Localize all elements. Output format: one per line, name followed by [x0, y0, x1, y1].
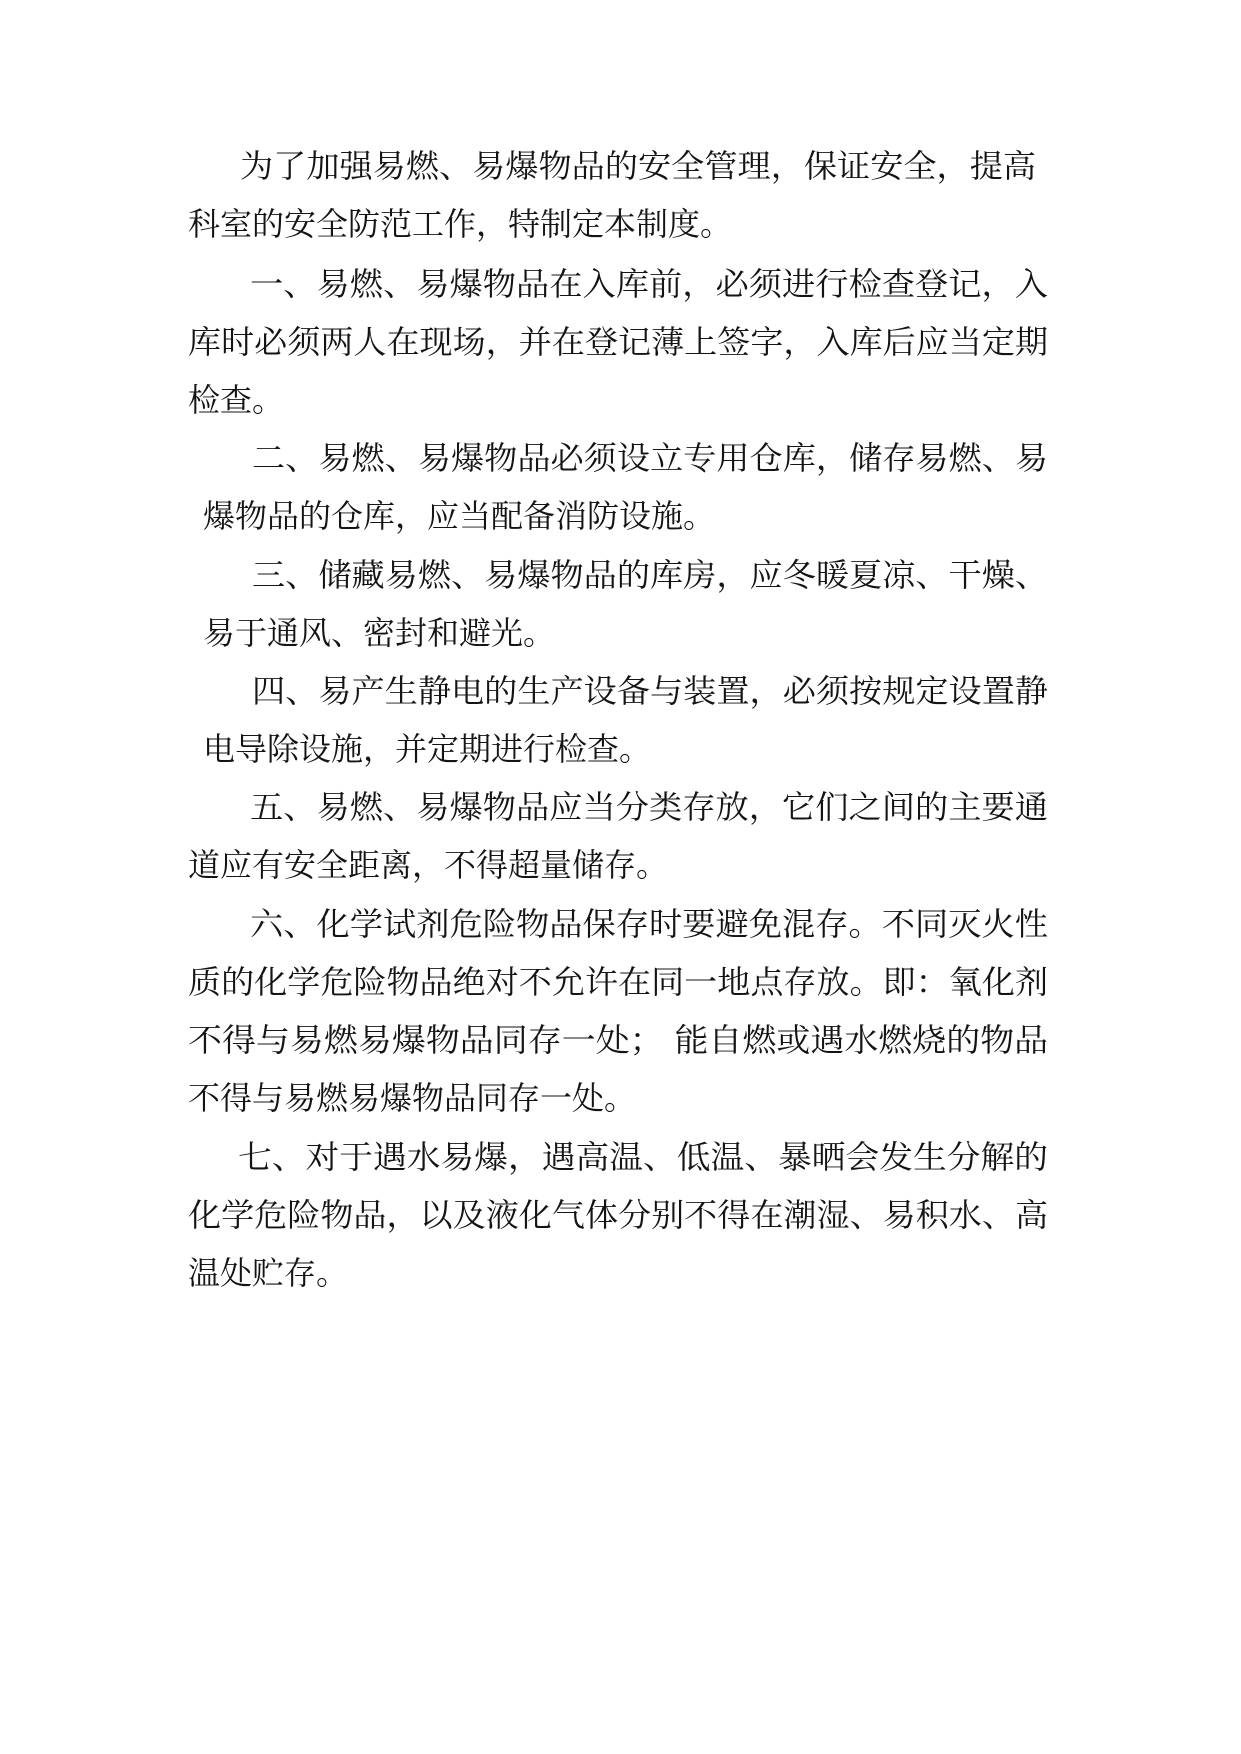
text-line: 六、化学试剂危险物品保存时要避免混存。不同灭火性 [250, 905, 1049, 943]
text-line: 二、易燃、易爆物品必须设立专用仓库，储存易燃、易 [252, 439, 1049, 477]
text-line: 爆物品的仓库，应当配备消防设施。 [203, 497, 716, 535]
text-line: 易于通风、密封和避光。 [203, 614, 556, 652]
text-line: 不得与易燃易爆物品同存一处； 能自燃或遇水燃烧的物品 [188, 1021, 1049, 1059]
text-line: 库时必须两人在现场，并在登记薄上签字，入库后应当定期 [188, 323, 1049, 361]
text-line: 化学危险物品，以及液化气体分别不得在潮湿、易积水、高 [188, 1196, 1049, 1234]
text-line: 五、易燃、易爆物品应当分类存放，它们之间的主要通 [250, 788, 1049, 826]
text-line: 一、易燃、易爆物品在入库前，必须进行检查登记，入 [250, 265, 1049, 303]
text-line: 道应有安全距离，不得超量储存。 [188, 846, 669, 884]
text-line: 三、储藏易燃、易爆物品的库房，应冬暖夏凉、干燥、 [252, 556, 1049, 594]
text-line: 不得与易燃易爆物品同存一处。 [188, 1079, 637, 1117]
text-line: 科室的安全防范工作，特制定本制度。 [188, 205, 733, 243]
text-line: 七、对于遇水易爆，遇高温、低温、暴晒会发生分解的 [238, 1138, 1049, 1176]
text-line: 为了加强易燃、易爆物品的安全管理，保证安全，提高 [240, 147, 1037, 185]
text-line: 质的化学危险物品绝对不允许在同一地点存放。即：氧化剂 [188, 963, 1049, 1001]
text-line: 电导除设施，并定期进行检查。 [203, 730, 652, 768]
text-line: 四、易产生静电的生产设备与装置，必须按规定设置静 [252, 672, 1049, 710]
text-line: 检查。 [188, 381, 285, 419]
text-line: 温处贮存。 [188, 1254, 349, 1292]
